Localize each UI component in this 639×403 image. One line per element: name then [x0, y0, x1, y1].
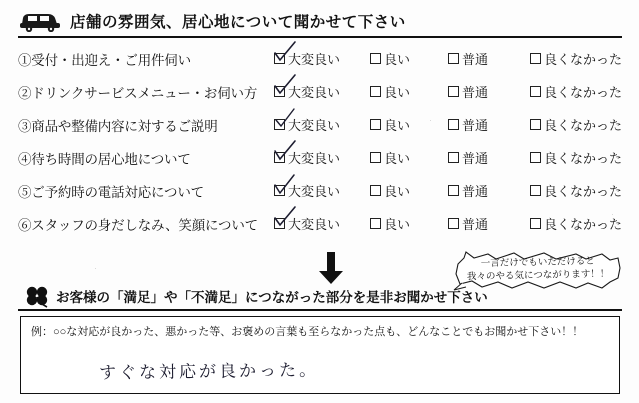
- table-row: [18, 174, 622, 207]
- checkbox[interactable]: [274, 152, 285, 163]
- checkbox[interactable]: [530, 53, 541, 64]
- bubble-line-2: 我々のやる気につながります！！: [466, 268, 610, 283]
- option-label: 普通: [461, 52, 488, 67]
- option-label: 良い: [383, 217, 410, 232]
- option-not-good[interactable]: [530, 148, 622, 167]
- option-label: 大変良い: [287, 151, 340, 166]
- table-row: [18, 207, 622, 240]
- option-group: [274, 214, 622, 233]
- option-average[interactable]: [448, 82, 530, 101]
- option-label: 大変良い: [287, 85, 340, 100]
- option-label: 良くなかった: [543, 217, 622, 232]
- option-average[interactable]: [448, 214, 530, 233]
- option-very-good[interactable]: [274, 49, 370, 68]
- checkbox[interactable]: [448, 53, 459, 64]
- option-good[interactable]: [370, 115, 448, 134]
- question-label: ⑥スタッフの身だしなみ、笑顔について: [18, 217, 258, 233]
- question-label: ⑤ご予約時の電話対応について: [18, 184, 204, 200]
- page-title: 店舗の雰囲気、居心地について聞かせて下さい: [70, 14, 406, 31]
- checkbox[interactable]: [370, 185, 381, 196]
- checkbox[interactable]: [370, 53, 381, 64]
- checkbox[interactable]: [274, 218, 285, 229]
- checkbox[interactable]: [448, 152, 459, 163]
- option-label: 良くなかった: [543, 52, 622, 67]
- table-row: [18, 108, 622, 141]
- option-not-good[interactable]: [530, 49, 622, 68]
- option-very-good[interactable]: [274, 115, 370, 134]
- checkbox[interactable]: [448, 185, 459, 196]
- option-not-good[interactable]: [530, 82, 622, 101]
- option-average[interactable]: [448, 181, 530, 200]
- option-group: [274, 115, 622, 134]
- checkbox[interactable]: [274, 86, 285, 97]
- page-header: [18, 6, 624, 36]
- option-label: 普通: [461, 184, 488, 199]
- option-label: 大変良い: [287, 184, 340, 199]
- option-label: 良くなかった: [543, 118, 622, 133]
- option-group: [274, 82, 622, 101]
- checkbox[interactable]: [370, 119, 381, 130]
- option-label: 良い: [383, 118, 410, 133]
- option-good[interactable]: [370, 214, 448, 233]
- option-label: 良い: [383, 52, 410, 67]
- option-very-good[interactable]: [274, 181, 370, 200]
- option-average[interactable]: [448, 115, 530, 134]
- option-label: 良くなかった: [543, 151, 622, 166]
- option-label: 普通: [461, 151, 488, 166]
- option-label: 良い: [383, 184, 410, 199]
- option-label: 良くなかった: [543, 184, 622, 199]
- option-label: 良い: [383, 151, 410, 166]
- option-group: [274, 181, 622, 200]
- table-row: [18, 42, 622, 75]
- checkbox[interactable]: [448, 119, 459, 130]
- option-good[interactable]: [370, 82, 448, 101]
- checkbox[interactable]: [530, 152, 541, 163]
- option-good[interactable]: [370, 49, 448, 68]
- option-label: 良くなかった: [543, 85, 622, 100]
- checkbox[interactable]: [530, 185, 541, 196]
- checkbox[interactable]: [274, 185, 285, 196]
- option-group: [274, 49, 622, 68]
- checkbox[interactable]: [274, 53, 285, 64]
- checkbox[interactable]: [370, 152, 381, 163]
- scan-speck: [612, 214, 613, 215]
- option-good[interactable]: [370, 181, 448, 200]
- down-arrow-icon: [318, 252, 344, 284]
- question-label: ②ドリンクサービスメニュー・お伺い方: [18, 85, 258, 101]
- option-not-good[interactable]: [530, 115, 622, 134]
- option-label: 大変良い: [287, 217, 340, 232]
- car-icon: [18, 10, 62, 32]
- question-label: ③商品や整備内容に対するご説明: [18, 118, 218, 134]
- checkbox[interactable]: [370, 86, 381, 97]
- checkbox[interactable]: [370, 218, 381, 229]
- header-divider: [18, 36, 622, 38]
- option-very-good[interactable]: [274, 82, 370, 101]
- option-good[interactable]: [370, 148, 448, 167]
- option-label: 大変良い: [287, 52, 340, 67]
- checkbox[interactable]: [274, 119, 285, 130]
- comment-input-box[interactable]: [20, 316, 620, 394]
- option-label: 良い: [383, 85, 410, 100]
- comment-section-divider: [18, 309, 622, 311]
- option-label: 普通: [461, 118, 488, 133]
- option-very-good[interactable]: [274, 148, 370, 167]
- comment-section-title: お客様の「満足」や「不満足」につながった部分を是非お聞かせ下さい: [56, 290, 488, 305]
- option-label: 普通: [461, 217, 488, 232]
- table-row: [18, 75, 622, 108]
- option-average[interactable]: [448, 148, 530, 167]
- question-label: ①受付・出迎え・ご用件伺い: [18, 52, 191, 68]
- checkbox[interactable]: [448, 86, 459, 97]
- checkbox[interactable]: [448, 218, 459, 229]
- scan-speck: [95, 268, 96, 269]
- option-average[interactable]: [448, 49, 530, 68]
- survey-table: [18, 42, 622, 240]
- checkbox[interactable]: [530, 218, 541, 229]
- bubble-text: [452, 254, 625, 284]
- option-very-good[interactable]: [274, 214, 370, 233]
- option-not-good[interactable]: [530, 214, 622, 233]
- table-row: [18, 141, 622, 174]
- checkbox[interactable]: [530, 119, 541, 130]
- comment-example-text: 例：○○な対応が良かった、悪かった等、お褒めの言葉も至らなかった点も、どんなことでもお聞かせ下さい！！: [31, 326, 584, 338]
- handwritten-answer: すぐな対応が良かった。: [98, 360, 320, 384]
- option-not-good[interactable]: [530, 181, 622, 200]
- clover-icon: [22, 284, 52, 308]
- option-label: 普通: [461, 85, 488, 100]
- checkbox[interactable]: [530, 86, 541, 97]
- bubble-line-1: 一言だけでもいただけると: [480, 255, 595, 270]
- question-label: ④待ち時間の居心地について: [18, 151, 191, 167]
- scan-speck: [430, 120, 431, 121]
- option-group: [274, 148, 622, 167]
- option-label: 大変良い: [287, 118, 340, 133]
